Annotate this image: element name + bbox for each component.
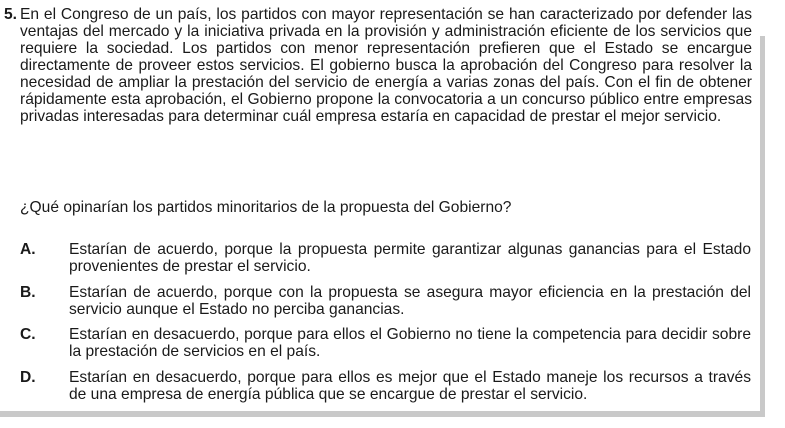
question-number: 5. bbox=[4, 6, 18, 23]
answer-option-c[interactable] bbox=[20, 326, 751, 360]
option-letter: B. bbox=[20, 283, 36, 301]
frame-border-bottom bbox=[0, 411, 765, 417]
answer-option-b[interactable] bbox=[20, 284, 751, 318]
frame-border-right bbox=[760, 36, 765, 417]
question-prompt: ¿Qué opinarían los partidos minoritarios de la propuesta del Gobierno? bbox=[20, 199, 512, 216]
option-letter: C. bbox=[20, 326, 36, 343]
question-stem-text: En el Congreso de un país, los partidos con mayor representación se han caracterizado por defender las ventajas del mercado y la iniciativa privada en la provisión y administración eficiente de los servicios que requiere la sociedad. Los partidos con menor representación prefieren que el Estado se encargue directamente de proveer estos servicios. El gobierno busca la aprobación del Congreso para resolver la necesidad de ampliar la prestación del servicio de energía a varias zonas del país. Con el fin de obtener rápidamente esta aprobación, el Gobierno propone la convocatoria a un concurso público entre empresas privadas interesadas para determinar cuál empresa estaría en capacidad de prestar el mejor servicio. bbox=[20, 6, 752, 125]
answer-option-a[interactable] bbox=[20, 241, 751, 275]
option-text: Estarían en desacuerdo, porque para ellos es mejor que el Estado maneje los recursos a través de una empresa de energía pública que se encargue de prestar el servicio. bbox=[69, 368, 751, 403]
option-letter: A. bbox=[20, 241, 36, 258]
answer-options bbox=[20, 241, 751, 411]
option-text: Estarían de acuerdo, porque con la propuesta se asegura mayor eficiencia en la prestación del servicio aunque el Estado no perciba ganancias. bbox=[69, 283, 751, 318]
option-text: Estarían de acuerdo, porque la propuesta permite garantizar algunas ganancias para el Estado provenientes de prestar el servicio. bbox=[69, 241, 751, 275]
option-text: Estarían en desacuerdo, porque para ellos el Gobierno no tiene la competencia para decidir sobre la prestación de servicios en el país. bbox=[69, 326, 751, 360]
option-letter: D. bbox=[20, 368, 36, 386]
question-stem bbox=[4, 6, 752, 125]
answer-option-d[interactable] bbox=[20, 369, 751, 403]
